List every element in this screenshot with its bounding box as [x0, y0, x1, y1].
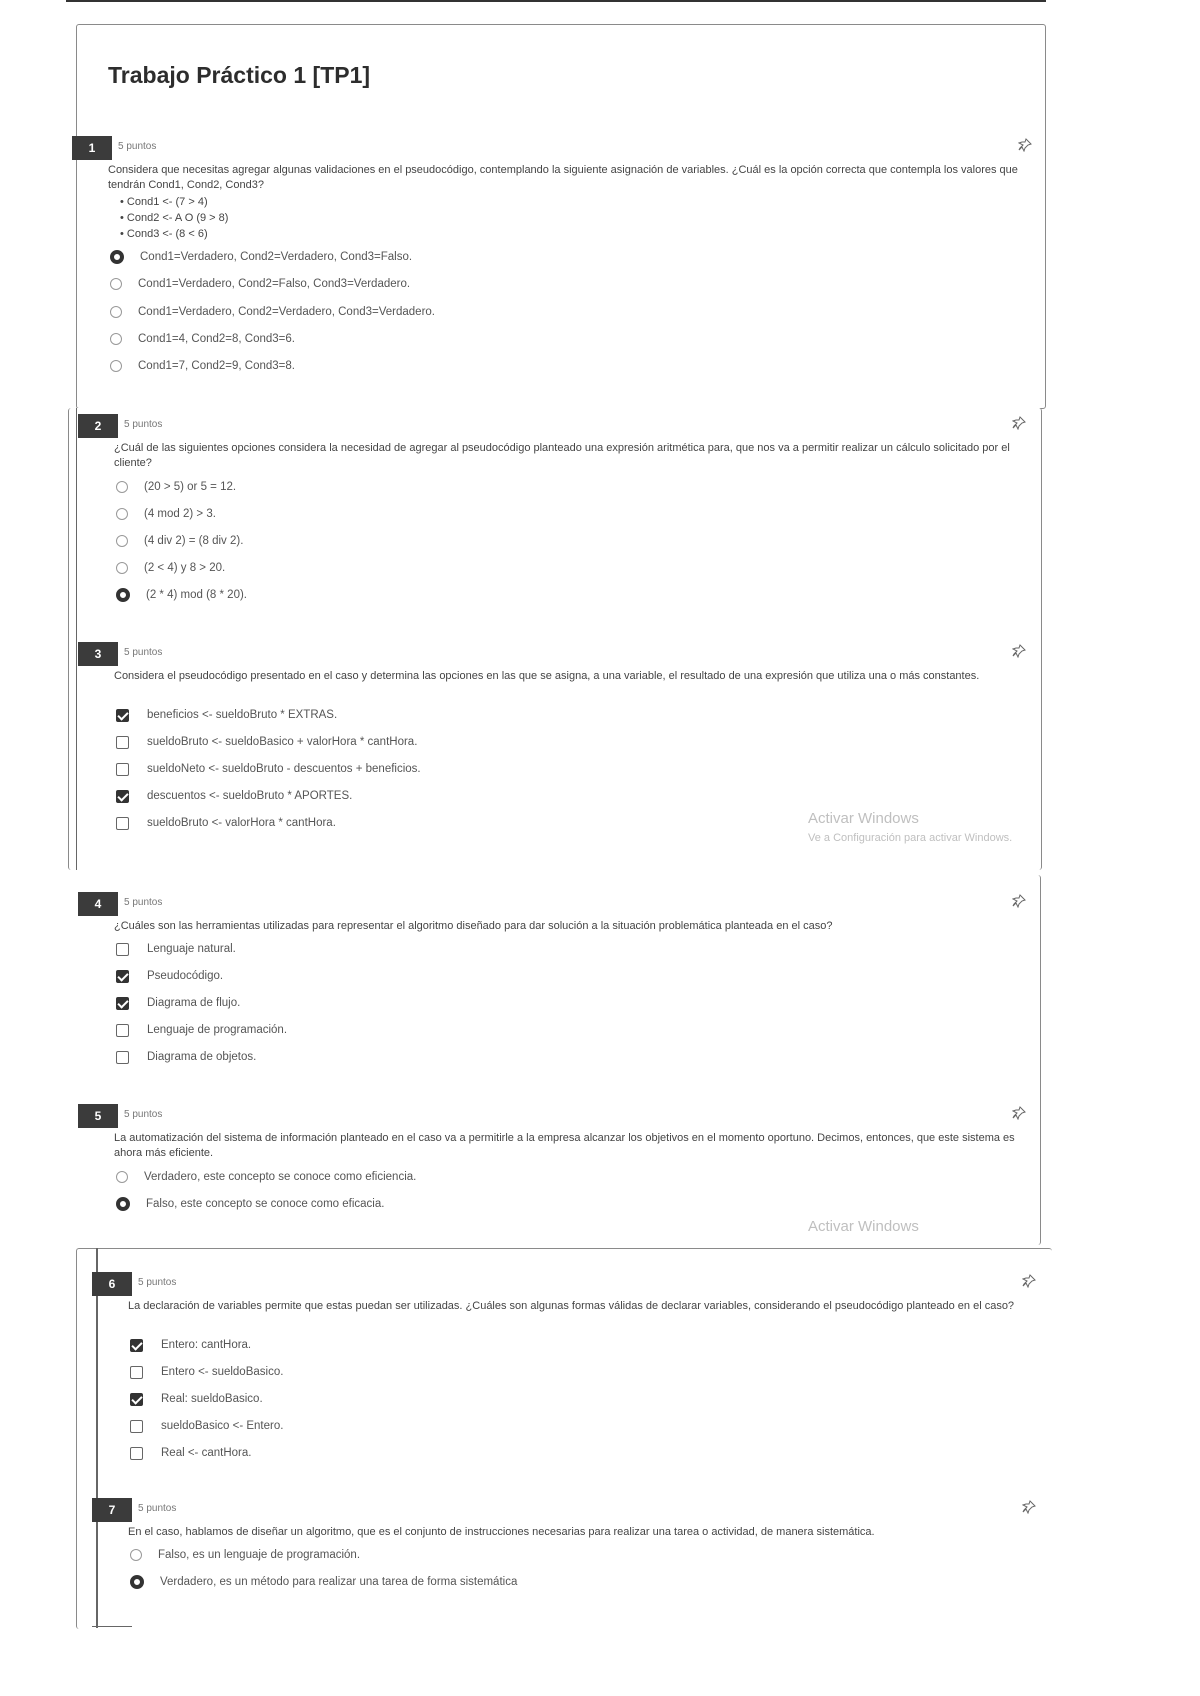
answer-option[interactable]	[116, 967, 223, 985]
checkbox[interactable]	[116, 817, 129, 830]
question-number: 3	[78, 642, 118, 666]
option-label: sueldoNeto <- sueldoBruto - descuentos + beneficios.	[147, 763, 421, 775]
option-label: Lenguaje de programación.	[147, 1024, 288, 1036]
option-label: Diagrama de objetos.	[147, 1051, 257, 1063]
answer-option[interactable]	[116, 787, 352, 805]
option-label: (4 div 2) = (8 div 2).	[144, 535, 244, 547]
answer-option[interactable]	[130, 1573, 517, 1591]
option-label: Falso, es un lenguaje de programación.	[158, 1549, 361, 1561]
radio-button[interactable]	[110, 278, 122, 290]
answer-option[interactable]	[116, 760, 421, 778]
option-label: Cond1=Verdadero, Cond2=Verdadero, Cond3=Verdadero.	[138, 306, 435, 318]
answer-option[interactable]	[116, 940, 236, 958]
checkbox[interactable]	[130, 1447, 143, 1460]
checkbox[interactable]	[116, 970, 129, 983]
question-points: 5 puntos	[124, 897, 163, 908]
answer-option[interactable]	[116, 733, 417, 751]
checkbox[interactable]	[130, 1393, 143, 1406]
radio-button[interactable]	[116, 588, 130, 602]
option-label: Falso, este concepto se conoce como eficacia.	[146, 1198, 385, 1210]
option-label: beneficios <- sueldoBruto * EXTRAS.	[147, 709, 338, 721]
answer-option[interactable]	[116, 559, 225, 577]
bottom-corner-line	[92, 1626, 132, 1627]
question-points: 5 puntos	[124, 419, 163, 430]
option-label: Entero <- sueldoBasico.	[161, 1366, 284, 1378]
answer-option[interactable]	[116, 478, 236, 496]
radio-button[interactable]	[116, 508, 128, 520]
question-points: 5 puntos	[138, 1277, 177, 1288]
answer-option[interactable]	[130, 1444, 251, 1462]
answer-option[interactable]	[116, 586, 247, 604]
option-label: Real <- cantHora.	[161, 1447, 252, 1459]
answer-option[interactable]	[110, 248, 412, 266]
radio-button[interactable]	[116, 535, 128, 547]
option-label: (20 > 5) or 5 = 12.	[144, 481, 237, 493]
answer-option[interactable]	[130, 1546, 360, 1564]
question-points: 5 puntos	[118, 141, 157, 152]
pin-icon[interactable]	[1022, 1500, 1036, 1514]
answer-option[interactable]	[116, 1168, 416, 1186]
question-text: En el caso, hablamos de diseñar un algoritmo, que es el conjunto de instrucciones necesarias para realizar una tarea o actividad, de manera sistemática.	[128, 1526, 875, 1538]
pin-icon[interactable]	[1012, 894, 1026, 908]
option-label: (2 < 4) y 8 > 20.	[144, 562, 226, 574]
answer-option[interactable]	[130, 1363, 283, 1381]
question-number: 6	[92, 1272, 132, 1296]
option-label: Real: sueldoBasico.	[161, 1393, 263, 1405]
option-label: sueldoBruto <- valorHora * cantHora.	[147, 817, 336, 829]
radio-button[interactable]	[116, 481, 128, 493]
condition-item: • Cond2 <- A O (9 > 8)	[120, 212, 229, 224]
option-label: Pseudocódigo.	[147, 970, 224, 982]
option-label: sueldoBruto <- sueldoBasico + valorHora * cantHora.	[147, 736, 418, 748]
checkbox[interactable]	[116, 790, 129, 803]
question-4	[78, 892, 1032, 1072]
pin-icon[interactable]	[1022, 1274, 1036, 1288]
condition-item: • Cond3 <- (8 < 6)	[120, 228, 208, 240]
top-divider	[66, 0, 1046, 2]
question-text: Considera que necesitas agregar algunas validaciones en el pseudocódigo, contemplando la siguiente asignación de variables. ¿Cuál es la opción correcta que contempla los valores que tendrán Cond1, Cond2, Cond3?	[108, 164, 1018, 191]
question-text: ¿Cuáles son las herramientas utilizadas para representar el algoritmo diseñado para dar solución a la situación problemática planteada en el caso?	[114, 920, 833, 932]
question-points: 5 puntos	[124, 647, 163, 658]
option-label: Lenguaje natural.	[147, 943, 236, 955]
question-7	[92, 1498, 1042, 1608]
option-label: sueldoBasico <- Entero.	[161, 1420, 284, 1432]
answer-option[interactable]	[110, 357, 295, 375]
option-label: (2 * 4) mod (8 * 20).	[146, 589, 247, 601]
option-label: descuentos <- sueldoBruto * APORTES.	[147, 790, 353, 802]
question-text: La declaración de variables permite que estas puedan ser utilizadas. ¿Cuáles son algunas formas válidas de declarar variables, considerando el pseudocódigo planteado en el caso?	[128, 1300, 1015, 1312]
question-6	[92, 1272, 1042, 1472]
question-text: ¿Cuál de las siguientes opciones considera la necesidad de agregar al pseudocódigo planteado una expresión aritmética para, que nos va a permitir realizar un cálculo solicitado por el cliente?	[114, 442, 1010, 469]
radio-button[interactable]	[110, 333, 122, 345]
pin-icon[interactable]	[1012, 644, 1026, 658]
question-2	[78, 414, 1032, 614]
activation-watermark-title: Activar Windows	[808, 810, 919, 827]
answer-option[interactable]	[116, 532, 243, 550]
page-title: Trabajo Práctico 1 [TP1]	[108, 62, 371, 88]
radio-button[interactable]	[130, 1549, 142, 1561]
radio-button[interactable]	[110, 306, 122, 318]
option-label: Diagrama de flujo.	[147, 997, 241, 1009]
option-label: Cond1=4, Cond2=8, Cond3=6.	[138, 333, 295, 345]
checkbox[interactable]	[116, 943, 129, 956]
question-number: 5	[78, 1104, 118, 1128]
answer-option[interactable]	[110, 303, 435, 321]
question-5	[78, 1104, 1032, 1224]
left-border	[76, 408, 77, 870]
answer-option[interactable]	[110, 330, 295, 348]
checkbox[interactable]	[116, 736, 129, 749]
condition-item: • Cond1 <- (7 > 4)	[120, 196, 208, 208]
question-text: Considera el pseudocódigo presentado en el caso y determina las opciones en las que se asigna, a una variable, el resultado de una expresión que utiliza una o más constantes.	[114, 670, 980, 682]
answer-option[interactable]	[116, 814, 336, 832]
radio-button[interactable]	[116, 1171, 128, 1183]
answer-option[interactable]	[116, 706, 337, 724]
checkbox[interactable]	[116, 1051, 129, 1064]
question-text: La automatización del sistema de información planteado en el caso va a permitirle a la empresa alcanzar los objetivos en el momento oportuno. Decimos, entonces, que este sistema es ahora más eficiente.	[114, 1132, 1015, 1159]
condition-list	[120, 194, 228, 242]
radio-button[interactable]	[116, 562, 128, 574]
checkbox[interactable]	[130, 1366, 143, 1379]
radio-button[interactable]	[110, 250, 124, 264]
option-label: Verdadero, es un método para realizar una tarea de forma sistemática	[160, 1576, 518, 1588]
checkbox[interactable]	[116, 763, 129, 776]
option-label: Entero: cantHora.	[161, 1339, 252, 1351]
pin-icon[interactable]	[1012, 416, 1026, 430]
question-number: 2	[78, 414, 118, 438]
question-number: 7	[92, 1498, 132, 1522]
activation-watermark-title-repeat: Activar Windows	[808, 1218, 919, 1235]
question-points: 5 puntos	[138, 1503, 177, 1514]
checkbox[interactable]	[130, 1339, 143, 1352]
option-label: Cond1=Verdadero, Cond2=Verdadero, Cond3=Falso.	[140, 251, 413, 263]
answer-option[interactable]	[116, 1195, 384, 1213]
option-label: Cond1=Verdadero, Cond2=Falso, Cond3=Verdadero.	[138, 278, 411, 290]
answer-option[interactable]	[116, 994, 240, 1012]
answer-option[interactable]	[130, 1336, 251, 1354]
pin-icon[interactable]	[1018, 138, 1032, 152]
radio-button[interactable]	[116, 1197, 130, 1211]
checkbox[interactable]	[116, 1024, 129, 1037]
answer-option[interactable]	[130, 1390, 263, 1408]
activation-watermark-subtitle: Ve a Configuración para activar Windows.	[808, 832, 1013, 844]
pin-icon[interactable]	[1012, 1106, 1026, 1120]
question-points: 5 puntos	[124, 1109, 163, 1120]
checkbox[interactable]	[116, 997, 129, 1010]
checkbox[interactable]	[116, 709, 129, 722]
answer-option[interactable]	[130, 1417, 283, 1435]
answer-option[interactable]	[110, 275, 410, 293]
question-1	[72, 136, 1032, 376]
checkbox[interactable]	[130, 1420, 143, 1433]
question-number: 4	[78, 892, 118, 916]
answer-option[interactable]	[116, 1048, 256, 1066]
radio-button[interactable]	[110, 360, 122, 372]
radio-button[interactable]	[130, 1575, 144, 1589]
option-label: Verdadero, este concepto se conoce como eficiencia.	[144, 1171, 417, 1183]
option-label: (4 mod 2) > 3.	[144, 508, 216, 520]
answer-option[interactable]	[116, 505, 216, 523]
answer-option[interactable]	[116, 1021, 287, 1039]
option-label: Cond1=7, Cond2=9, Cond3=8.	[138, 360, 295, 372]
question-number: 1	[72, 136, 112, 160]
